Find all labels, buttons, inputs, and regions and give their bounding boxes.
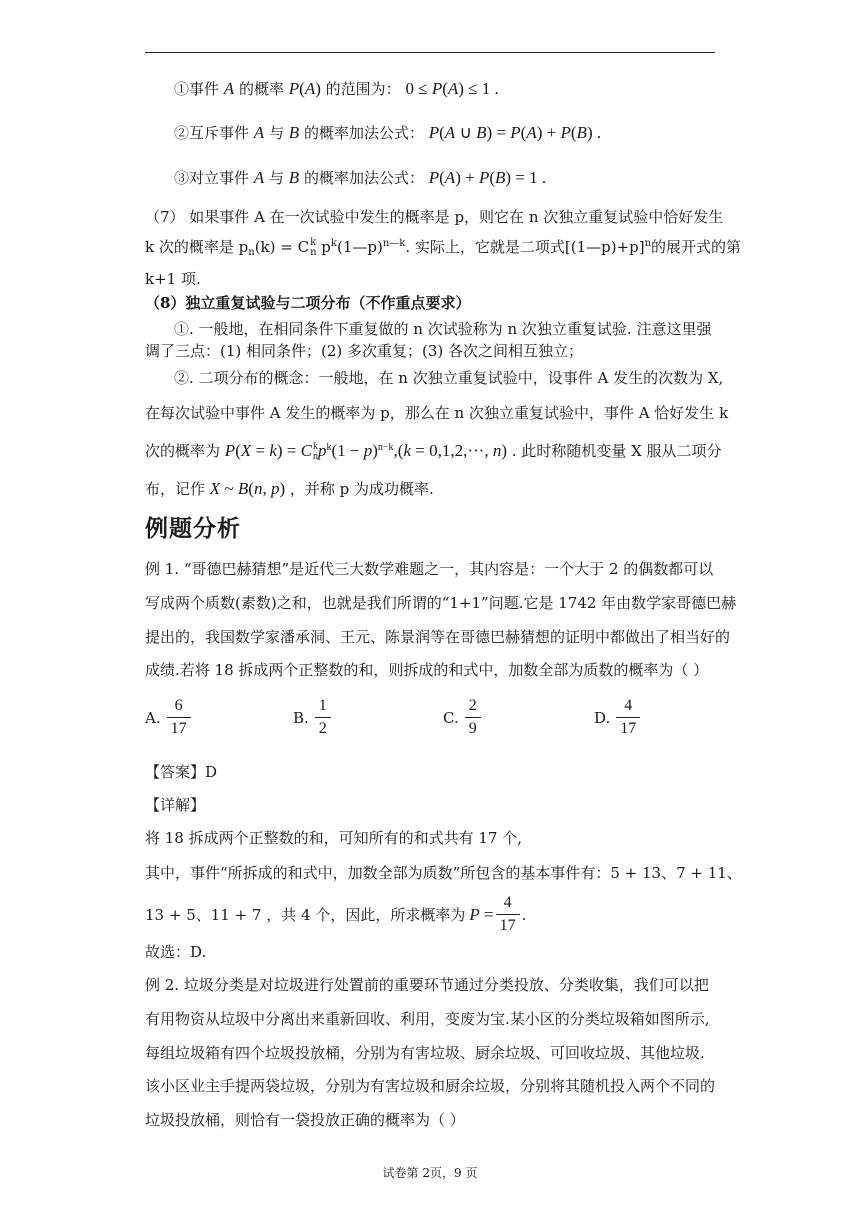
answer-label: 【答案】D (145, 763, 218, 781)
formula-line-2: ②互斥事件 A 与 B 的概率加法公式： P(A ∪ B) = P(A) + P(B) . (174, 123, 602, 142)
item8-p2-line3: 次的概率为 P(X = k) = C k n $p^k(1 - p)^{n-k},(k = 0,1,2,\cdot\cdot\cdot$, n) . 此时称随机变量 X 服从二项分 (145, 441, 722, 463)
option-a[interactable]: A. $\frac{6}{17}$ (145, 697, 193, 738)
example1-line3: 提出的，我国数学家潘承洞、王元、陈景润等在哥德巴赫猜想的证明中都做出了相当好的 (145, 628, 731, 646)
formula-line-3: ③对立事件 A 与 B 的概率加法公式： P(A) + P(B) = 1 . (174, 168, 547, 187)
item8-p2-line2: 在每次试验中事件 A 发生的概率为 p，那么在 n 次独立重复试验中，事件 A 恰好发生 k (145, 404, 729, 422)
header-rule (145, 52, 715, 53)
item7-line2: k 次的概率是 $p_n(k) = C$ k n $p^k(1—p)^{n—k}$. 实际上，它就是二项式[(1—p)+p]$^n$的展开式的第 (145, 237, 742, 258)
example2-line1: 例 2. 垃圾分类是对垃圾进行处置前的重要环节通过分类投放、分类收集，我们可以把 (145, 976, 709, 994)
solution-fraction: $\frac{4}{17}$ (496, 894, 520, 935)
binomial-formula: P(X = k) = C k n $p^k(1 - p)^{n-k},(k = 0,1,2,\cdot\cdot\cdot$, n) (224, 441, 508, 463)
conclusion: 故选：D. (145, 943, 207, 961)
option-c[interactable]: C. $\frac{2}{9}$ (443, 697, 483, 738)
example2-line4: 该小区业主手提两袋垃圾，分别为有害垃圾和厨余垃圾，分别将其随机投入两个不同的 (145, 1077, 716, 1095)
solution-line1: 将 18 拆成两个正整数的和，可知所有的和式共有 17 个, (145, 829, 523, 847)
example1-line1: 例 1. “哥德巴赫猜想”是近代三大数学难题之一，其内容是：一个大于 2 的偶数都可以 (145, 560, 714, 578)
item8-p2-line1: ②. 二项分布的概念：一般地，在 n 次独立重复试验中，设事件 A 发生的次数为 X, (174, 369, 724, 387)
option-b[interactable]: B. $\frac{1}{2}$ (293, 697, 333, 738)
page-footer: 试卷第 2页，9 页 (382, 1166, 478, 1180)
section-title: 例题分析 (145, 516, 241, 542)
item7-line1: （7） 如果事件 A 在一次试验中发生的概率是 p，则它在 n 次独立重复试验中恰好发生 (145, 208, 724, 226)
solution-line3: 13 + 5、11 + 7 ，共 4 个，因此，所求概率为 P = $\frac{4}{17}$ . (145, 894, 527, 934)
item7-line3: k+1 项. (145, 270, 201, 288)
item8-p2-line4: 布，记作 X ~ B(n, p) ，并称 p 为成功概率. (145, 479, 434, 498)
example2-line2: 有用物资从垃圾中分离出来重新回收、利用，变废为宝.某小区的分类垃圾箱如图所示, (145, 1010, 710, 1028)
example1-line2: 写成两个质数(素数)之和，也就是我们所谓的“1+1”问题.它是 1742 年由数学家哥德巴赫 (145, 594, 737, 612)
formula-line-1: ①事件 A 的概率 P(A) 的范围为： 0 ≤ P(A) ≤ 1 . (174, 79, 499, 98)
item8-p1-line2: 调了三点：(1) 相同条件；(2) 多次重复；(3) 各次之间相互独立； (145, 342, 584, 360)
detail-heading: 【详解】 (145, 796, 206, 814)
solution-line2: 其中，事件“所拆成的和式中，加数全部为质数”所包含的基本事件有：5 + 13、7 + 11、 (145, 864, 742, 882)
option-d[interactable]: D. $\frac{4}{17}$ (594, 697, 642, 738)
item8-p1-line1: ①. 一般地，在相同条件下重复做的 n 次试验称为 n 次独立重复试验. 注意这里强 (174, 320, 712, 338)
example2-line3: 每组垃圾箱有四个垃圾投放桶，分别为有害垃圾、厨余垃圾、可回收垃圾、其他垃圾. (145, 1044, 705, 1062)
example2-line5: 垃圾投放桶，则恰有一袋投放正确的概率为（ ） (145, 1111, 465, 1129)
example1-line4: 成绩.若将 18 拆成两个正整数的和，则拆成的和式中，加数全部为质数的概率为（ ） (145, 661, 709, 679)
item8-heading: （8）独立重复试验与二项分布（不作重点要求） (145, 294, 471, 312)
